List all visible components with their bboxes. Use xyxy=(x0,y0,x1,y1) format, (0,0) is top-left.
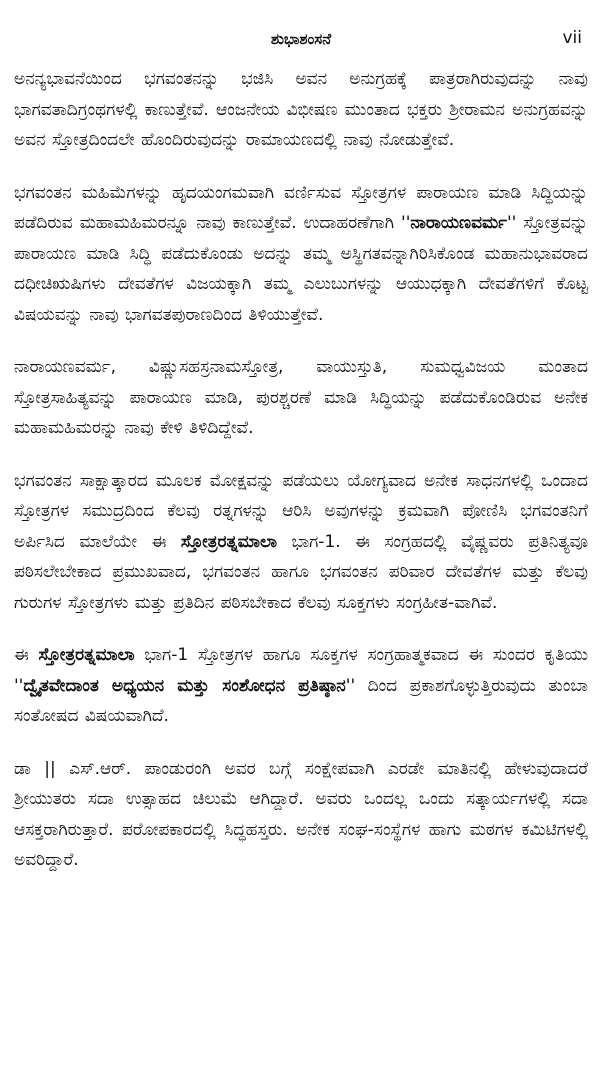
paragraph-1-text: ಅನನ್ಯಭಾವನೆಯಿಂದ ಭಗವಂತನನ್ನು ಭಜಿಸಿ ಅವನ ಅನುಗ್ರಹಕ್ಕೆ ಪಾತ್ರರಾಗಿರುವುದನ್ನು ನಾವು ಭಾಗವತಾದಿಗ್ರಂಥಗಳಲ್ಲಿ ಕಾಣುತ್ತೇವೆ. ಆಂಜನೇಯ ವಿಭೀಷಣ ಮುಂತಾದ ಭಕ್ತರು ಶ್ರೀರಾಮನ ಅನುಗ್ರಹವನ್ನು ಅವನ ಸ್ತೋತ್ರದಿಂದಲೇ ಹೊಂದಿರುವುದನ್ನು ರಾಮಾಯಣದಲ್ಲಿ ನಾವು ನೋಡುತ್ತೇವೆ. xyxy=(14,69,588,150)
paragraph-2 xyxy=(14,178,588,331)
narayanavarma-title: ನಾರಾಯಣವರ್ಮ xyxy=(410,213,507,233)
paragraph-4-text-b: ಭಾಗ-1. ಈ ಸಂಗ್ರಹದಲ್ಲಿ ವೈಷ್ಣವರು ಪ್ರತಿನಿತ್ಯವೂ ಪಠಿಸಲೇಬೇಕಾದ ಪ್ರಮುಖವಾದ, ಭಗವಂತನ ಹಾಗೂ ಭಗವಂತನ ಪರಿವಾರ ದೇವತೆಗಳ ಮತ್ತು ಕೆಲವು ಗುರುಗಳ ಸ್ತೋತ್ರಗಳು ಮತ್ತು ಪ್ರತಿದಿನ ಪಠಿಸಬೇಕಾದ ಕೆಲವು ಸೂಕ್ತಗಳು ಸಂಗ್ರಹೀತ-ವಾಗಿವೆ. xyxy=(14,531,588,613)
stotraratnamala-title: ಸ್ತೋತ್ರರತ್ನಮಾಲಾ xyxy=(180,531,277,552)
paragraph-5-text-c: '' ದಿಂದ ಪ್ರಕಾಶಗೊಳ್ಳುತ್ತಿರುವುದು ತುಂಬಾ ಸಂತೋಷದ ವಿಷಯವಾಗಿದೆ. xyxy=(14,675,588,726)
pratishthana-name: ದ್ವೈತವೇದಾಂತ ಅಧ್ಯಯನ ಮತ್ತು ಸಂಶೋಧನ ಪ್ರತಿಷ್ಠಾನ xyxy=(23,675,346,696)
paragraph-5-text-a: ಈ xyxy=(14,645,39,665)
page-title: ಶುಭಾಶಂಸನೆ xyxy=(270,30,332,48)
paragraph-2-text-a: ಭಗವಂತನ ಮಹಿಮೆಗಳನ್ನು ಹೃದಯಂಗಮವಾಗಿ ವರ್ಣಿಸುವ ಸ್ತೋತ್ರಗಳ ಪಾರಾಯಣ ಮಾಡಿ ಸಿದ್ಧಿಯನ್ನು ಪಡೆದಿರುವ ಮಹಾಮಹಿಮರನ್ನೂ ನಾವು ಕಾಣುತ್ತೇವೆ. ಉದಾಹರಣೆಗಾಗಿ '' xyxy=(14,182,588,233)
paragraph-4-text-a: ಭಗವಂತನ ಸಾಕ್ಷಾತ್ಕಾರದ ಮೂಲಕ ಮೋಕ್ಷವನ್ನು ಪಡೆಯಲು ಯೋಗ್ಯವಾದ ಅನೇಕ ಸಾಧನಗಳಲ್ಲಿ ಒಂದಾದ ಸ್ತೋತ್ರಗಳ ಸಮುದ್ರದಿಂದ ಕೆಲವು ರತ್ನಗಳನ್ನು ಆರಿಸಿ ಅವುಗಳನ್ನು ಕ್ರಮವಾಗಿ ಪೋಣಿಸಿ ಭಗವಂತನಿಗೆ ಅರ್ಪಿಸಿದ ಮಾಲೆಯೇ ಈ xyxy=(14,470,588,552)
paragraph-2-text-b: '' ಸ್ತೋತ್ರವನ್ನು ಪಾರಾಯಣ ಮಾಡಿ ಸಿದ್ಧಿ ಪಡೆದುಕೊಂಡು ಅದನ್ನು ತಮ್ಮ ಅಸ್ಥಿಗತವನ್ನಾಗಿರಿಸಿಕೊಂಡ ಮಹಾನುಭಾವರಾದ ದಧೀಚಿಋಷಿಗಳು ದೇವತೆಗಳ ವಿಜಯಕ್ಕಾಗಿ ತಮ್ಮ ಎಲುಬುಗಳನ್ನು ಆಯುಧಕ್ಕಾಗಿ ದೇವತೆಗಳಿಗೆ ಕೊಟ್ಟ ವಿಷಯವನ್ನು ನಾವು ಭಾಗವತಪುರಾಣದಿಂದ ತಿಳಿಯುತ್ತೇವೆ. xyxy=(14,213,589,325)
page-number: vii xyxy=(562,28,582,48)
paragraph-3-text: ನಾರಾಯಣವರ್ಮ, ವಿಷ್ಣುಸಹಸ್ರನಾಮಸ್ತೋತ್ರ, ವಾಯುಸ್ತುತಿ, ಸುಮಧ್ವವಿಜಯ ಮಂತಾದ ಸ್ತೋತ್ರಸಾಹಿತ್ಯವನ್ನು ಪಾರಾಯಣ ಮಾಡಿ, ಪುರಶ್ಚರಣೆ ಮಾಡಿ ಸಿದ್ಧಿಯನ್ನು ಪಡೆದುಕೊಂಡಿರುವ ಅನೇಕ ಮಹಾಮಹಿಮರನ್ನು ನಾವು ಕೇಳಿ ತಿಳಿದಿದ್ದೇವೆ. xyxy=(14,357,588,438)
paragraph-3 xyxy=(14,352,588,444)
stotraratnamala-title-2: ಸ್ತೋತ್ರರತ್ನಮಾಲಾ xyxy=(38,645,135,665)
running-header xyxy=(14,30,588,64)
paragraph-6 xyxy=(14,754,588,876)
paragraph-1 xyxy=(14,64,588,156)
paragraph-5 xyxy=(14,640,588,732)
paragraph-6-text: ಡಾ || ಎಸ್.ಆರ್. ಪಾಂಡುರಂಗಿ ಅವರ ಬಗ್ಗೆ ಸಂಕ್ಷೇಪವಾಗಿ ಎರಡೇ ಮಾತಿನಲ್ಲಿ ಹೇಳುವುದಾದರೆ ಶ್ರೀಯುತರು ಸದಾ ಉತ್ಸಾಹದ ಚಿಲುಮೆ ಆಗಿದ್ದಾರೆ. ಅವರು ಒಂದಲ್ಲ ಒಂದು ಸತ್ಕಾರ್ಯಗಳಲ್ಲಿ ಸದಾ ಆಸಕ್ತರಾಗಿರುತ್ತಾರೆ. ಪರೋಪಕಾರದಲ್ಲಿ ಸಿದ್ಧಹಸ್ತರು. ಅನೇಕ ಸಂಘ-ಸಂಸ್ಥೆಗಳ ಹಾಗು ಮಠಗಳ ಕಮಿಟಿಗಳಲ್ಲಿ ಅವರಿದ್ದಾರೆ. xyxy=(14,758,588,870)
paragraph-5-text-b: ಭಾಗ-1 ಸ್ತೋತ್ರಗಳ ಹಾಗೂ ಸೂಕ್ತಗಳ ಸಂಗ್ರಹಾತ್ಮಕವಾದ ಈ ಸುಂದರ ಕೃತಿಯು '' xyxy=(14,645,588,696)
paragraph-4 xyxy=(14,466,588,619)
